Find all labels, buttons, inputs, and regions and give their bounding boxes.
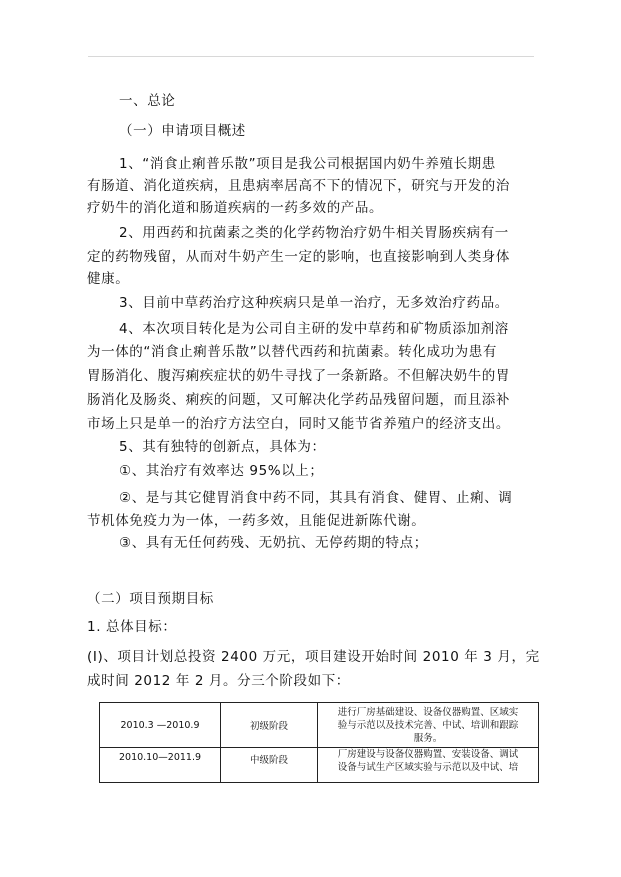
stage-table (99, 702, 539, 783)
para-1-line-1: 1、“消食止痢普乐散”项目是我公司根据国内奶牛养殖长期患 (119, 156, 496, 172)
subsection-heading: （一）申请项目概述 (119, 123, 246, 139)
content-line: 进行厂房基础建设、设备仪器购置、区域实 (337, 706, 519, 718)
goal-label: 1. 总体目标： (87, 619, 177, 635)
content-line: 服务。 (413, 732, 443, 744)
para-3-line-1: 3、目前中草药治疗这种疾病只是单一治疗，无多效治疗药品。 (119, 295, 509, 311)
section-heading: 一、总论 (119, 93, 176, 109)
para-2-line-2: 定的药物残留，从而对牛奶产生一定的影响，也直接影响到人类身体 (87, 249, 510, 265)
para-7-line-2: 节机体免疫力为一体，一药多效，且能促进新陈代谢。 (87, 513, 426, 529)
period-cell: 2010.10—2011.9 (100, 748, 221, 783)
content-cell (318, 703, 539, 748)
subsection-heading-2: （二）项目预期目标 (87, 591, 214, 607)
table-row (100, 748, 539, 783)
content-line: 厂房建设与设备仪器购置、安装设备、调试 (337, 749, 519, 760)
para-2-line-3: 健康。 (87, 271, 130, 287)
para-4-line-3: 胃肠消化、腹泻痢疾症状的奶牛寻找了一条新路。不但解决奶牛的胃 (87, 368, 510, 384)
content-cell (318, 748, 539, 783)
para-1-line-3: 疗奶牛的消化道和肠道疾病的一药多效的产品。 (87, 200, 384, 216)
content-line: 验与示范以及技术完善、中试、培训和跟踪 (337, 719, 519, 731)
para-6-line-1: ①、其治疗有效率达 95%以上； (119, 463, 324, 479)
para-7-line-1: ②、是与其它健胃消食中药不同，其具有消食、健胃、止痢、调 (119, 490, 513, 506)
stage-cell: 初级阶段 (221, 703, 318, 748)
para-1-line-2: 有肠道、消化道疾病，且患病率居高不下的情况下，研究与开发的治 (87, 178, 510, 194)
table-row (100, 703, 539, 748)
period-cell: 2010.3 —2010.9 (100, 703, 221, 748)
content-line: 设备与试生产区域实验与示范以及中试、培 (337, 762, 519, 773)
para-4-line-2: 为一体的“消食止痢普乐散”以替代西药和抗菌素。转化成功为患有 (87, 344, 497, 360)
stage-cell: 中级阶段 (221, 748, 318, 783)
para-4-line-4: 肠消化及肠炎、痢疾的问题，又可解决化学药品残留问题，而且添补 (87, 392, 510, 408)
para-2-line-1: 2、用西药和抗菌素之类的化学药物治疗奶牛相关胃肠疾病有一 (119, 225, 509, 241)
para-5-line-1: 5、其有独特的创新点，具体为： (119, 439, 326, 455)
goal-text-line-1: (I)、项目计划总投资 2400 万元，项目建设开始时间 2010 年 3 月，完 (87, 649, 540, 665)
para-8-line-1: ③、具有无任何药残、无奶抗、无停药期的特点； (119, 535, 428, 551)
header-rule (88, 56, 534, 57)
goal-text-line-2: 成时间 2012 年 2 月。分三个阶段如下： (87, 673, 350, 689)
para-4-line-1: 4、本次项目转化是为公司自主研的发中草药和矿物质添加剂溶 (119, 321, 509, 337)
para-4-line-5: 市场上只是单一的治疗方法空白，同时又能节省养殖户的经济支出。 (87, 416, 510, 432)
